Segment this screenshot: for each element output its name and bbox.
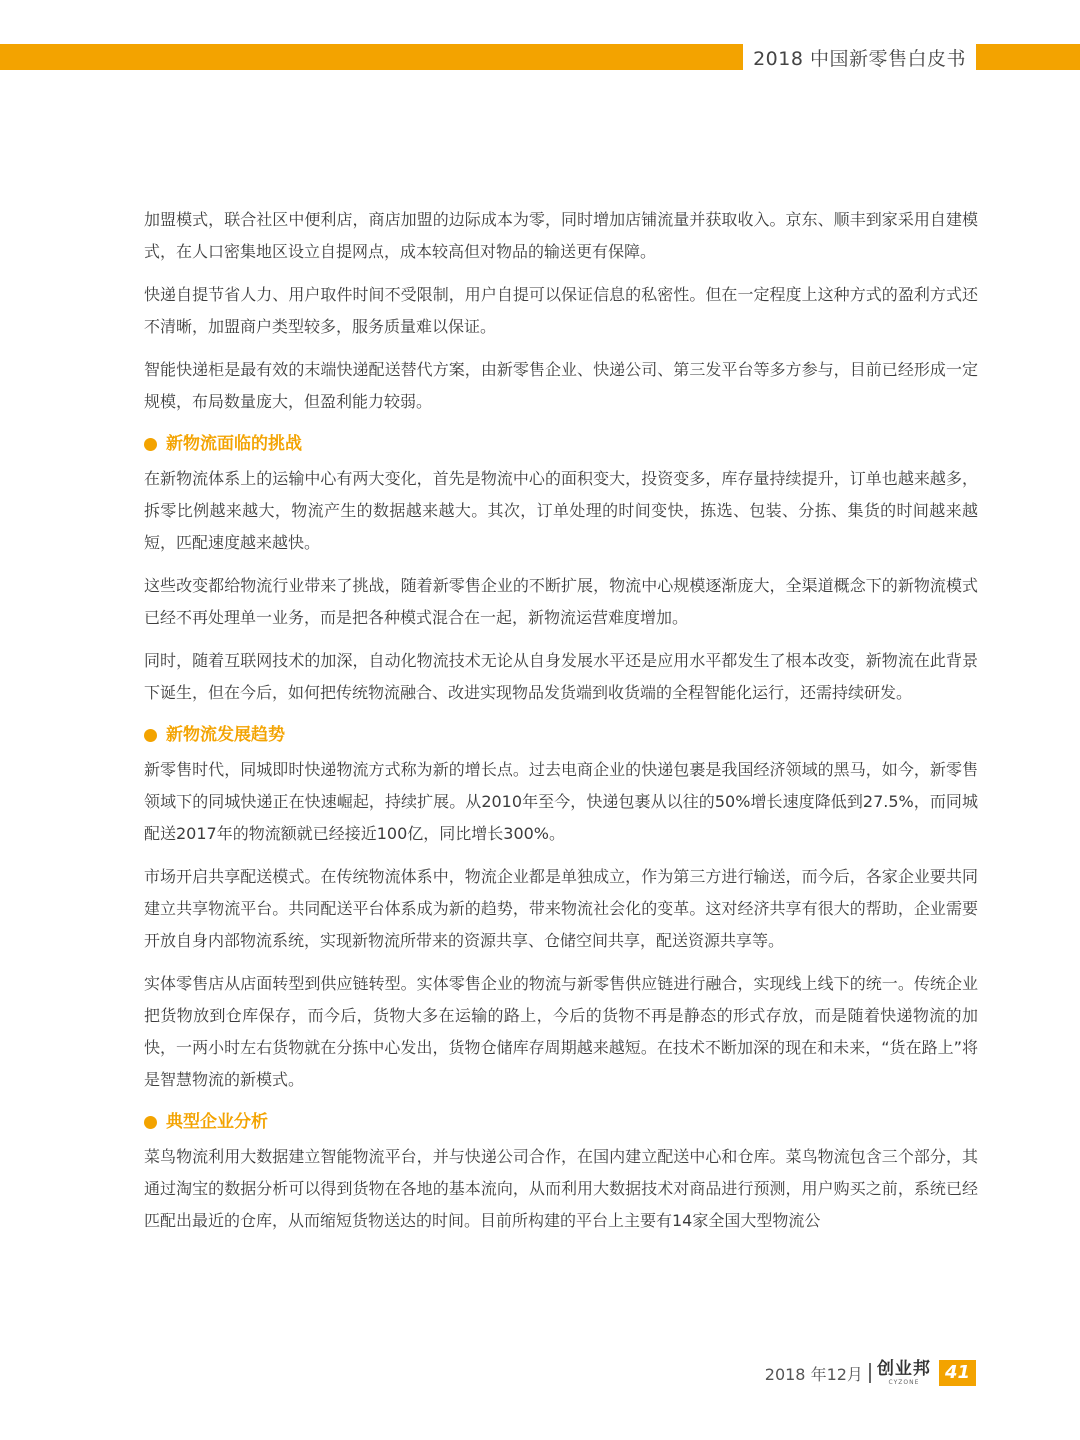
page-number: 41	[939, 1360, 976, 1386]
paragraph: 新零售时代，同城即时快递物流方式称为新的增长点。过去电商企业的快递包裹是我国经济领域的黑马，如今，新零售领域下的同城快递正在快速崛起，持续扩展。从2010年至今，快递包裹从以往的50%增长速度降低到27.5%，而同城配送2017年的物流额就已经接近100亿，同比增长300%。	[144, 760, 978, 843]
section-heading-text: 典型企业分析	[166, 1112, 268, 1132]
section-heading	[144, 429, 978, 459]
paragraph: 快递自提节省人力、用户取件时间不受限制，用户自提可以保证信息的私密性。但在一定程度上这种方式的盈利方式还不清晰，加盟商户类型较多，服务质量难以保证。	[144, 285, 978, 336]
paragraph: 智能快递柜是最有效的末端快递配送替代方案，由新零售企业、快递公司、第三发平台等多方参与，目前已经形成一定规模，布局数量庞大，但盈利能力较弱。	[144, 360, 978, 411]
paragraph: 这些改变都给物流行业带来了挑战，随着新零售企业的不断扩展，物流中心规模逐渐庞大，全渠道概念下的新物流模式已经不再处理单一业务，而是把各种模式混合在一起，新物流运营难度增加。	[144, 576, 978, 627]
paragraph: 市场开启共享配送模式。在传统物流体系中，物流企业都是单独成立，作为第三方进行输送，而今后，各家企业要共同建立共享物流平台。共同配送平台体系成为新的趋势，带来物流社会化的变革。这对经济共享有很大的帮助，企业需要开放自身内部物流系统，实现新物流所带来的资源共享、仓储空间共享，配送资源共享等。	[144, 867, 978, 950]
section-heading-text: 新物流面临的挑战	[166, 434, 302, 454]
brand-name: 创业邦	[876, 1358, 931, 1379]
bullet-dot-icon	[144, 1116, 157, 1129]
section-heading	[144, 720, 978, 750]
brand-logo	[876, 1358, 931, 1386]
paragraph: 加盟模式，联合社区中便利店，商店加盟的边际成本为零，同时增加店铺流量并获取收入。京东、顺丰到家采用自建模式，在人口密集地区设立自提网点，成本较高但对物品的输送更有保障。	[144, 210, 978, 261]
paragraph: 菜鸟物流利用大数据建立智能物流平台，并与快递公司合作，在国内建立配送中心和仓库。菜鸟物流包含三个部分，其通过淘宝的数据分析可以得到货物在各地的基本流向，从而利用大数据技术对商品进行预测，用户购买之前，系统已经匹配出最近的仓库，从而缩短货物送达的时间。目前所构建的平台上主要有14家全国大型物流公	[144, 1147, 978, 1230]
section-heading-text: 新物流发展趋势	[166, 725, 285, 745]
brand-name-en: CYZONE	[888, 1378, 920, 1386]
footer-divider	[869, 1363, 871, 1383]
paragraph: 同时，随着互联网技术的加深，自动化物流技术无论从自身发展水平还是应用水平都发生了根本改变，新物流在此背景下诞生，但在今后，如何把传统物流融合、改进实现物品发货端到收货端的全程智能化运行，还需持续研发。	[144, 651, 978, 702]
section-heading	[144, 1107, 978, 1137]
article-body	[144, 204, 978, 1248]
page-footer	[765, 1358, 976, 1388]
paragraph: 实体零售店从店面转型到供应链转型。实体零售企业的物流与新零售供应链进行融合，实现线上线下的统一。传统企业把货物放到仓库保存，而今后，货物大多在运输的路上，今后的货物不再是静态的形式存放，而是随着快递物流的加快，一两小时左右货物就在分拣中心发出，货物仓储库存周期越来越短。在技术不断加深的现在和未来，“货在路上”将是智慧物流的新模式。	[144, 974, 978, 1089]
bullet-dot-icon	[144, 729, 157, 742]
bullet-dot-icon	[144, 438, 157, 451]
publication-title: 2018 中国新零售白皮书	[743, 44, 976, 74]
paragraph: 在新物流体系上的运输中心有两大变化，首先是物流中心的面积变大，投资变多，库存量持续提升，订单也越来越多，拆零比例越来越大，物流产生的数据越来越大。其次，订单处理的时间变快，拣选、包装、分拣、集货的时间越来越短，匹配速度越来越快。	[144, 469, 978, 552]
issue-date: 2018 年12月	[764, 1364, 863, 1384]
